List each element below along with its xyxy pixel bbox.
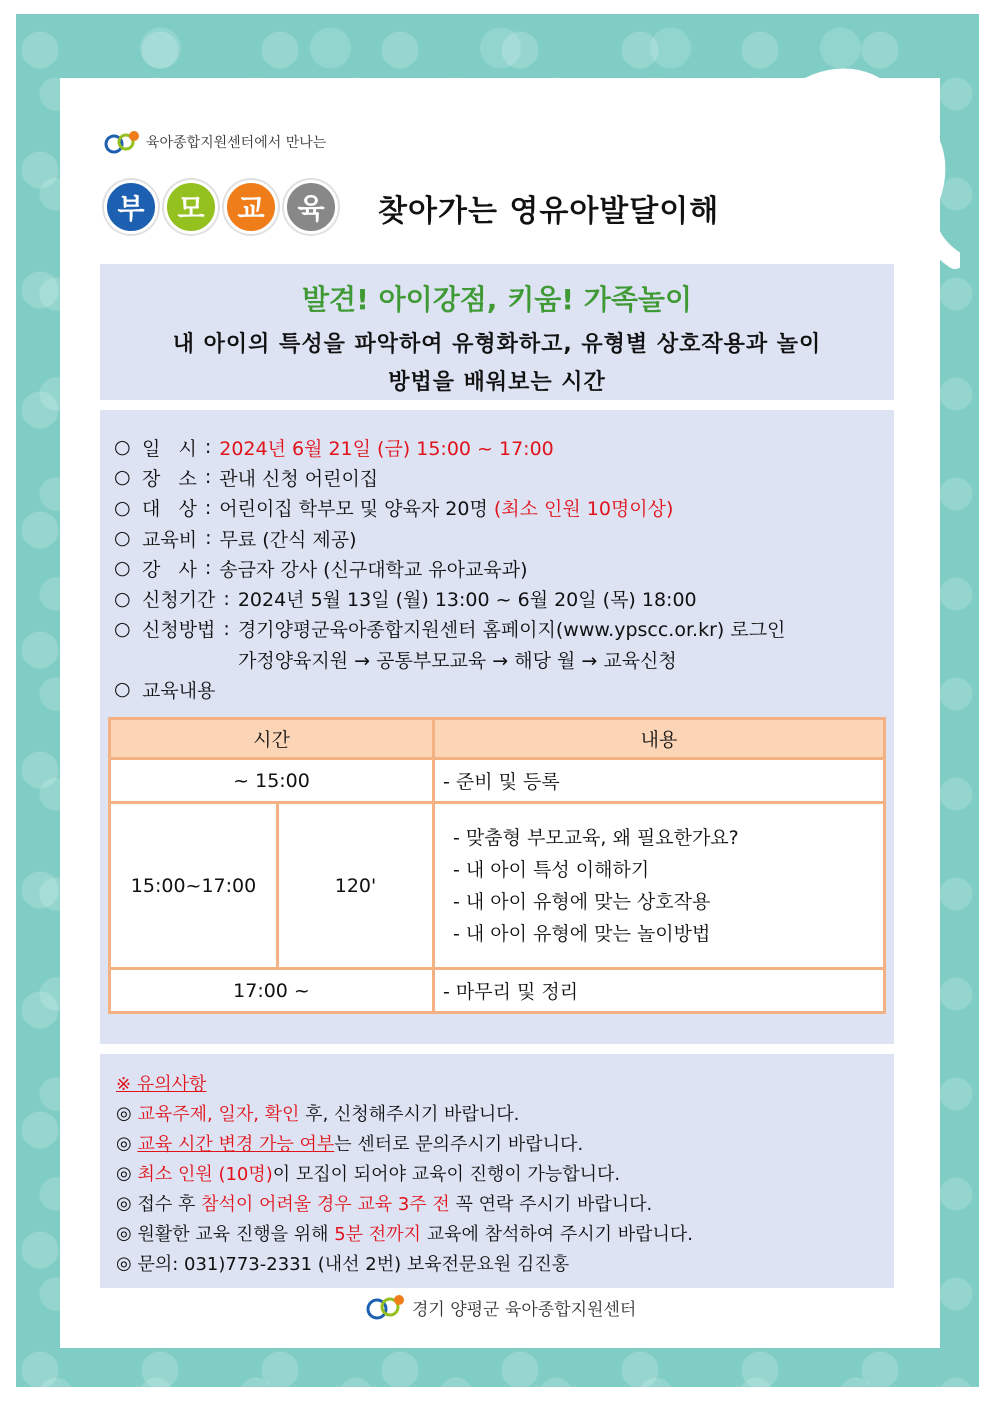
contact-info: 문의: 031)773-2331 (내선 2번) 보육전문요원 김진홍 xyxy=(137,1254,570,1275)
table-cell-content: - 준비 및 등록 xyxy=(434,759,885,803)
table-row xyxy=(110,803,885,969)
circle-bullet-icon: ○ xyxy=(114,436,131,459)
badge-gyo: 교 xyxy=(224,180,278,234)
table-header-content: 내용 xyxy=(434,719,885,759)
notice-line xyxy=(116,1218,894,1248)
content-item: - 내 아이 특성 이해하기 xyxy=(453,858,650,881)
info-label: 신청기간 xyxy=(142,589,216,612)
info-label: 일 시 xyxy=(142,437,197,460)
program-badges xyxy=(104,180,338,234)
info-row-date xyxy=(114,432,785,462)
table-cell-time: 15:00~17:00 xyxy=(110,803,278,969)
circle-bullet-icon: ○ xyxy=(114,466,131,489)
table-row xyxy=(110,969,885,1013)
info-value: 송금자 강사 (신구대학교 유아교육과) xyxy=(219,558,528,581)
table-row xyxy=(110,759,885,803)
notice-bullet-icon: ◎ xyxy=(116,1162,132,1184)
circle-bullet-icon: ○ xyxy=(114,557,131,580)
notice-title: ※ 유의사항 xyxy=(116,1074,207,1095)
info-list xyxy=(114,432,785,704)
info-row-method xyxy=(114,614,785,644)
notice-text: 교육에 참석하여 주시기 바랍니다. xyxy=(420,1224,694,1245)
brand-text: 육아종합지원센터에서 만나는 xyxy=(146,135,327,151)
notice-text: 후, 신청해주시기 바랍니다. xyxy=(299,1104,520,1125)
info-value: 무료 (간식 제공) xyxy=(219,528,357,551)
info-row-place xyxy=(114,462,785,492)
table-cell-duration: 120' xyxy=(278,803,434,969)
notice-bullet-icon: ◎ xyxy=(116,1132,132,1154)
topic-title: 발견! 아이강점, 키움! 가족놀이 xyxy=(302,283,692,316)
circle-bullet-icon: ○ xyxy=(114,678,131,701)
notice-line xyxy=(116,1128,894,1158)
notice-highlight: 5분 전까지 xyxy=(334,1224,421,1245)
info-row-target xyxy=(114,493,785,523)
info-colon: : xyxy=(205,527,212,550)
circle-bullet-icon: ○ xyxy=(114,496,131,519)
info-colon: : xyxy=(223,617,230,640)
info-row-fee xyxy=(114,523,785,553)
notice-box xyxy=(100,1054,894,1288)
notice-text: 원활한 교육 진행을 위해 xyxy=(137,1224,335,1245)
topic-box xyxy=(100,264,894,400)
info-label: 대 상 xyxy=(142,498,197,521)
table-header-time: 시간 xyxy=(110,719,434,759)
notice-text: 이 모집이 되어야 교육이 진행이 가능합니다. xyxy=(272,1164,621,1185)
circle-bullet-icon: ○ xyxy=(114,617,131,640)
notice-text: 꼭 연락 주시기 바랍니다. xyxy=(449,1194,653,1215)
footer-text: 경기 양평군 육아종합지원센터 xyxy=(412,1299,637,1320)
notice-highlight: 참석이 어려울 경우 교육 3주 전 xyxy=(201,1194,450,1215)
notice-line xyxy=(116,1248,894,1278)
center-logo-icon xyxy=(366,1292,406,1322)
info-value: 어린이집 학부모 및 양육자 20명 xyxy=(219,498,494,521)
notice-text: 접수 후 xyxy=(137,1194,202,1215)
info-label: 교육비 xyxy=(142,528,198,551)
table-cell-content xyxy=(434,803,885,969)
info-label: 교육내용 xyxy=(142,679,216,702)
info-row-instructor xyxy=(114,553,785,583)
info-colon: : xyxy=(204,466,212,489)
schedule-table xyxy=(108,717,886,1014)
notice-text: 는 센터로 문의주시기 바랍니다. xyxy=(334,1134,584,1155)
notice-bullet-icon: ◎ xyxy=(116,1222,132,1244)
brand-header xyxy=(104,128,326,156)
info-colon: : xyxy=(204,436,212,459)
info-label: 장 소 xyxy=(142,467,197,490)
table-header-row xyxy=(110,719,885,759)
notice-highlight: 최소 인원 (10명) xyxy=(137,1164,273,1185)
notice-line xyxy=(116,1098,894,1128)
notice-bullet-icon: ◎ xyxy=(116,1192,132,1214)
topic-desc-line2: 방법을 배워보는 시간 xyxy=(388,370,606,395)
info-label: 강 사 xyxy=(142,558,197,581)
info-colon: : xyxy=(204,496,212,519)
page-title: 찾아가는 영유아발달이해 xyxy=(378,194,720,229)
info-value: 경기양평군육아종합지원센터 홈페이지(www.ypscc.or.kr) 로그인 xyxy=(237,619,786,642)
info-value-highlight: (최소 인원 10명이상) xyxy=(493,498,674,521)
topic-description xyxy=(100,326,894,402)
notice-line xyxy=(116,1158,894,1188)
notice-line xyxy=(116,1188,894,1218)
notice-highlight: 교육 시간 변경 가능 여부 xyxy=(137,1134,335,1155)
info-label: 신청방법 xyxy=(142,619,216,642)
ribbon-decoration xyxy=(780,60,960,270)
notice-bullet-icon: ◎ xyxy=(116,1102,132,1124)
table-cell-time: 17:00 ~ xyxy=(110,969,434,1013)
content-item: - 내 아이 유형에 맞는 놀이방법 xyxy=(453,922,711,945)
info-value: 관내 신청 어린이집 xyxy=(219,467,379,490)
info-colon: : xyxy=(223,587,230,610)
table-cell-time: ~ 15:00 xyxy=(110,759,434,803)
info-method-path: 가정양육지원 → 공통부모교육 → 해당 월 → 교육신청 xyxy=(238,649,677,672)
badge-bu: 부 xyxy=(104,180,158,234)
info-row-period xyxy=(114,583,785,613)
info-value-highlight: 2024년 6월 21일 (금) 15:00 ~ 17:00 xyxy=(219,437,554,460)
table-cell-content: - 마무리 및 정리 xyxy=(434,969,885,1013)
notice-bullet-icon: ◎ xyxy=(116,1252,132,1274)
footer xyxy=(366,1292,636,1322)
info-colon: : xyxy=(204,557,212,580)
center-logo-icon xyxy=(104,128,140,156)
notice-highlight: 교육주제, 일자, 확인 xyxy=(137,1104,300,1125)
content-item: - 내 아이 유형에 맞는 상호작용 xyxy=(453,890,711,913)
info-value: 2024년 5월 13일 (월) 13:00 ~ 6월 20일 (목) 18:00 xyxy=(237,589,697,612)
info-box xyxy=(100,410,894,1044)
topic-desc-line1: 내 아이의 특성을 파악하여 유형화하고, 유형별 상호작용과 놀이 xyxy=(172,332,822,357)
content-item: - 맞춤형 부모교육, 왜 필요한가요? xyxy=(453,826,739,849)
badge-mo: 모 xyxy=(164,180,218,234)
info-row-content xyxy=(114,674,785,704)
badge-yuk: 육 xyxy=(284,180,338,234)
circle-bullet-icon: ○ xyxy=(114,587,131,610)
circle-bullet-icon: ○ xyxy=(114,527,131,550)
